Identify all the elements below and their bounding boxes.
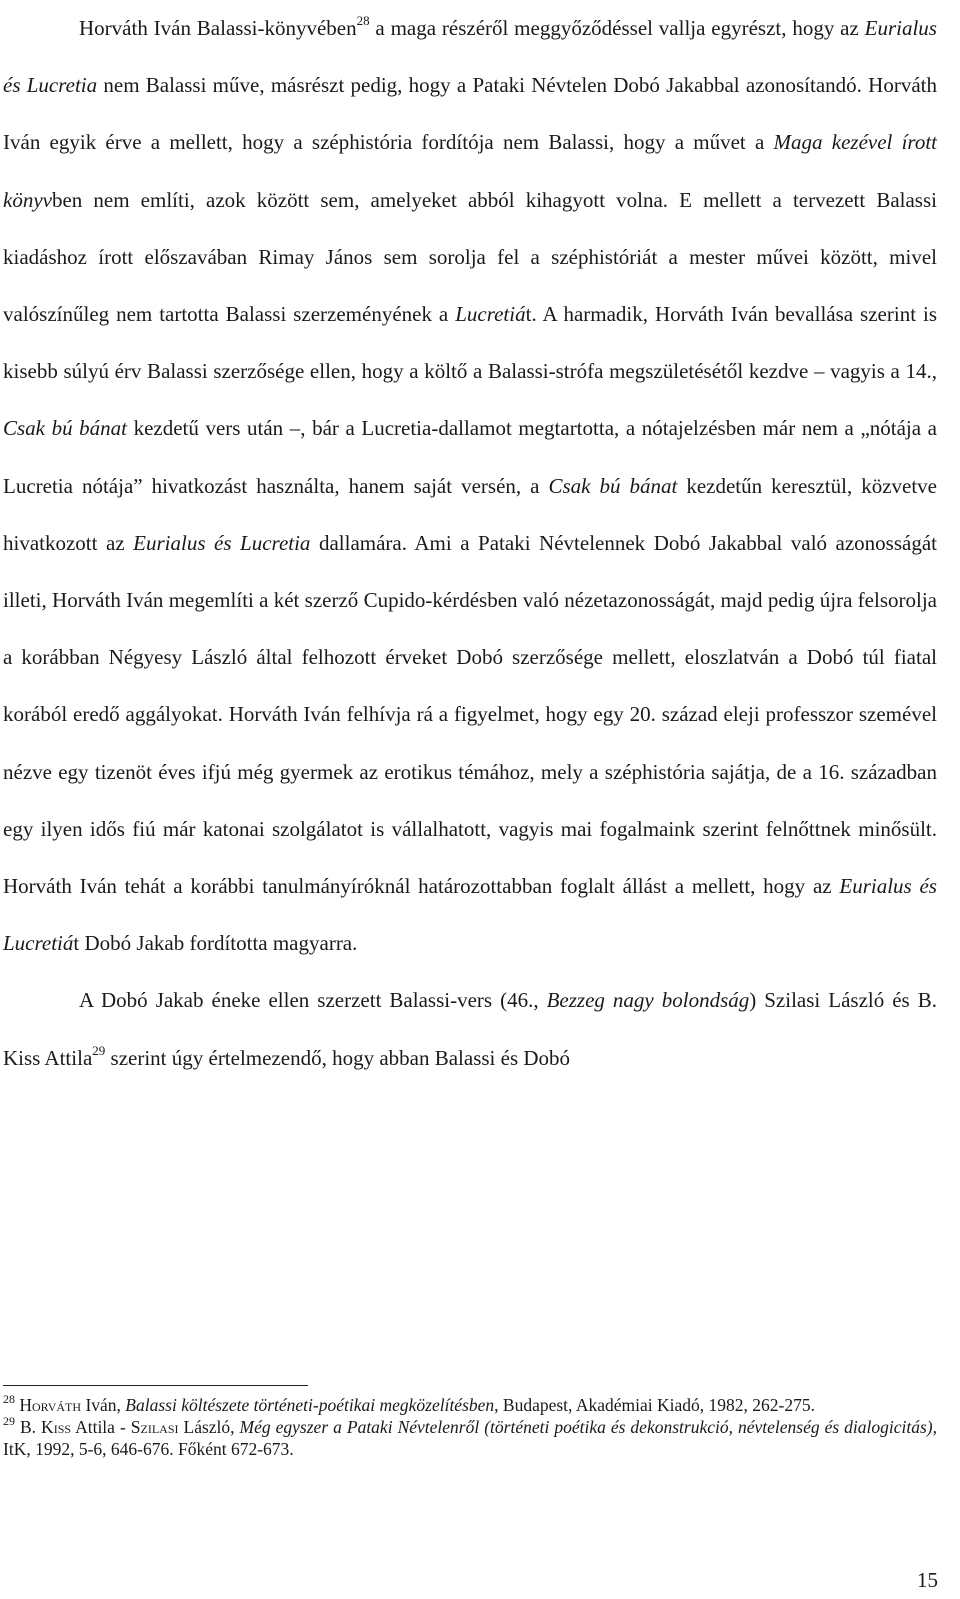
footnote-marker: 29 [3, 1414, 15, 1428]
paragraph [3, 0, 937, 972]
text-run: Attila - S [71, 1417, 141, 1437]
text-run: szerint úgy értelmezendő, hogy abban Balassi és Dobó [105, 1045, 571, 1070]
text-run: ben nem említi, azok között sem, amelyeket abból kihagyott volna. E mellett a tervezett Balassi kiadáshoz írott előszavában Rimay János sem sorolja fel a széphistóriát a mester művei között, mivel valószínűleg nem tartotta Balassi szerzeményének a [3, 187, 937, 327]
text-run: Iván, [81, 1395, 126, 1415]
footnotes [3, 1394, 937, 1460]
text-run: László, [178, 1417, 240, 1437]
italic-text: Eurialus és Lucretia [133, 530, 311, 555]
text-run: t Dobó Jakab fordította magyarra. [73, 931, 358, 956]
italic-text: Még egyszer a Pataki Névtelenről (történeti poétika és dekonstrukció, névtelenség és dialogicitás) [239, 1417, 933, 1437]
text-run: a maga részéről meggyőződéssel vallja egyrészt, hogy az [369, 16, 865, 40]
text-run: kezdetű vers után –, bár a Lucretia-dallamot megtartotta, a nótajelzésben már nem a „nótája a Lucretia nótája” hivatkozást használta, hanem saját versén, a [3, 416, 937, 498]
text-run: , ItK, 1992, 5-6, 646-676. Főként 672-673. [3, 1417, 938, 1459]
text-run: kezdetűn keresztül, közvetve hivatkozott az [3, 473, 938, 555]
italic-text: Eurialus és Lucretia [3, 16, 937, 98]
small-caps-text: zilasi [140, 1417, 179, 1437]
text-run: B. K [15, 1417, 54, 1437]
footnote-marker: 28 [3, 1392, 15, 1406]
text-run: nem Balassi műve, másrészt pedig, hogy a Pataki Névtelen Dobó Jakabbal azonosítandó. Horváth Iván egyik érve a mellett, hogy a széphistória fordítója nem Balassi, hogy a művet a [3, 73, 937, 155]
italic-text: Maga kezével írott könyv [3, 130, 937, 212]
italic-text: Balassi költészete történeti-poétikai megközelítésben [125, 1395, 495, 1415]
footnote [3, 1416, 937, 1460]
small-caps-text: orváth [32, 1395, 82, 1415]
footnote [3, 1394, 937, 1416]
text-run: t. A harmadik, Horváth Iván bevallása szerint is kisebb súlyú érv Balassi szerzősége ellen, hogy a költő a Balassi-strófa megszületésétől kezdve – vagyis a 14., [3, 302, 937, 384]
main-text [3, 0, 937, 1087]
italic-text: Csak bú bánat [548, 473, 678, 498]
footnote-separator [3, 1385, 308, 1386]
text-run: dallamára. Ami a Pataki Névtelennek Dobó Jakabbal való azonosságát illeti, Horváth Iván megemlíti a két szerző Cupido-kérdésben való nézetazonosságát, majd pedig újra felsorolja a korábban Négyesy László által felhozott érveket Dobó szerzősége mellett, eloszlatván a Dobó túl fiatal korából eredő aggályokat. Horváth Iván felhívja rá a figyelmet, hogy egy 20. század eleji professzor szemével nézve egy tizenöt éves ifjú még gyermek az erotikus témához, mely a széphistória sajátja, de a 16. században egy ilyen idős fiú már katonai szolgálatot is vállalhatott, vagyis mai fogalmaink szerint felnőttnek minősült. Horváth Iván tehát a korábbi tanulmányíróknál határozottabban foglalt állást a mellett, hogy az [3, 530, 938, 899]
italic-text: Eurialus és Lucretiá [3, 874, 937, 956]
italic-text: Lucretiá [455, 302, 526, 327]
italic-text: Csak bú bánat [3, 416, 127, 441]
paragraph [3, 972, 937, 1086]
page-number: 15 [917, 1568, 938, 1592]
text-run: H [15, 1395, 33, 1415]
text-run: , Budapest, Akadémiai Kiadó, 1982, 262-275. [494, 1395, 815, 1415]
footnote-marker: 28 [356, 13, 370, 28]
text-run: ) Szilasi László és B. Kiss Attila [3, 988, 937, 1070]
footnote-marker: 29 [92, 1042, 106, 1058]
text-run: Horváth Iván Balassi-könyvében [79, 16, 357, 40]
text-run: A Dobó Jakab éneke ellen szerzett Balassi-vers (46., [79, 988, 547, 1013]
italic-text: Bezzeg nagy bolondság [546, 988, 750, 1013]
small-caps-text: iss [53, 1417, 72, 1437]
